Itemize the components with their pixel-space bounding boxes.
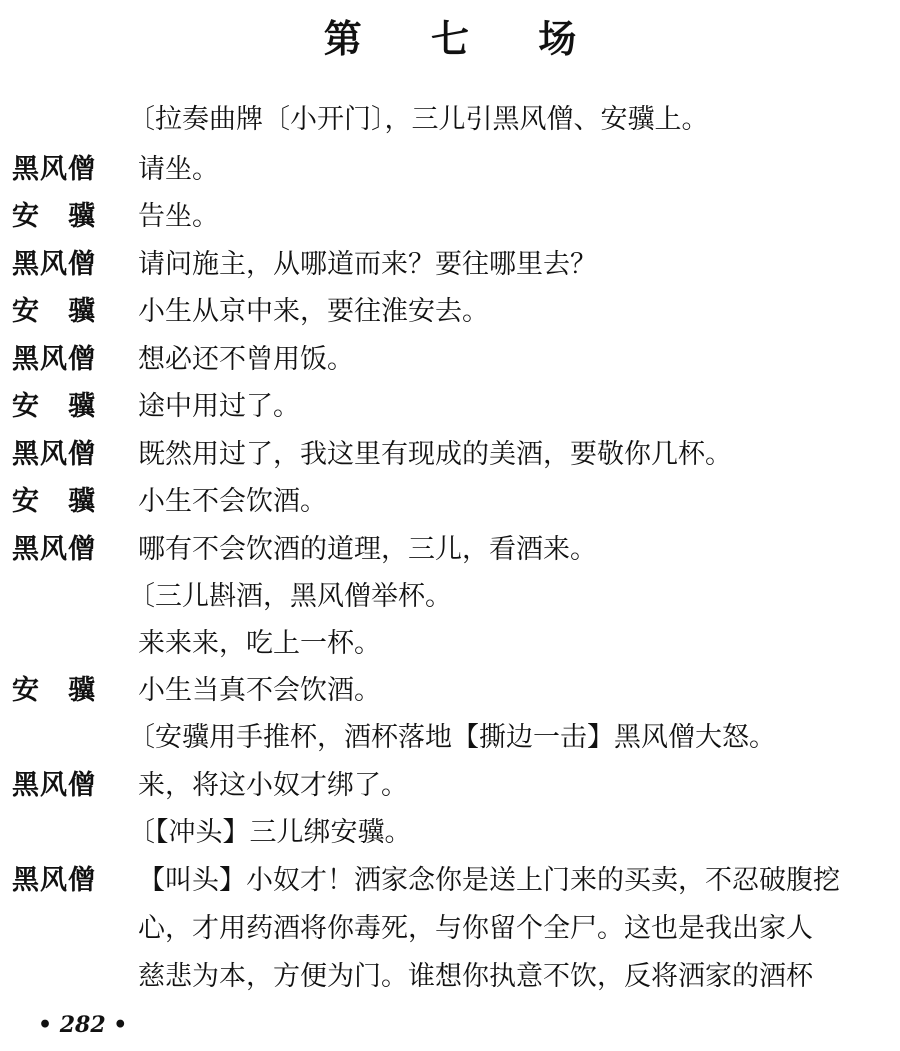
- dialogue-line: [0, 336, 900, 384]
- dialogue-continuation-line: [0, 620, 900, 668]
- speaker-name: 安 骥: [12, 675, 96, 706]
- stage-direction: 〔安骥用手推杯，酒杯落地【撕边一击】黑风僧大怒。: [128, 722, 776, 753]
- dialogue-line: [0, 383, 900, 431]
- dialogue-text: 途中用过了。: [138, 391, 300, 422]
- dialogue-line: [0, 667, 900, 715]
- speaker-name: 黑风僧: [12, 534, 96, 565]
- dialogue-text: 请坐。: [138, 154, 219, 185]
- speaker-name: 安 骥: [12, 391, 96, 422]
- dialogue-line: [0, 478, 900, 526]
- dialogue-line: [0, 526, 900, 574]
- dialogue-line: [0, 241, 900, 289]
- stage-direction-line: [0, 573, 900, 621]
- speaker-name: 黑风僧: [12, 865, 96, 896]
- dialogue-text: 来来来，吃上一杯。: [138, 628, 381, 659]
- dialogue-line: [0, 762, 900, 810]
- speaker-name: 安 骥: [12, 296, 96, 327]
- stage-direction-line: [0, 714, 900, 762]
- speaker-name: 黑风僧: [12, 439, 96, 470]
- stage-direction: 〔三儿斟酒，黑风僧举杯。: [128, 581, 452, 612]
- dialogue-line: [0, 857, 900, 905]
- dialogue-text: 告坐。: [138, 201, 219, 232]
- speaker-name: 安 骥: [12, 486, 96, 517]
- dialogue-text: 哪有不会饮酒的道理，三儿，看酒来。: [138, 534, 597, 565]
- stage-direction-line: [0, 96, 900, 144]
- speaker-name: 黑风僧: [12, 770, 96, 801]
- dialogue-text: 小生不会饮酒。: [138, 486, 327, 517]
- dialogue-text: 小生从京中来，要往淮安去。: [138, 296, 489, 327]
- stage-direction: 〔拉奏曲牌〔小开门〕，三儿引黑风僧、安骥上。: [128, 104, 709, 135]
- dialogue-text: 心，才用药酒将你毒死，与你留个全尸。这也是我出家人: [138, 913, 813, 944]
- speaker-name: 黑风僧: [12, 344, 96, 375]
- stage-direction-line: [0, 809, 900, 857]
- dialogue-text: 请问施主，从哪道而来？要往哪里去？: [138, 249, 597, 280]
- dialogue-line: [0, 193, 900, 241]
- speaker-name: 安 骥: [12, 201, 96, 232]
- dialogue-text: 来，将这小奴才绑了。: [138, 770, 408, 801]
- page-number: • 282 •: [38, 1012, 128, 1038]
- dialogue-text: 【叫头】小奴才！洒家念你是送上门来的买卖，不忍破腹挖: [138, 865, 840, 896]
- dialogue-text: 小生当真不会饮酒。: [138, 675, 381, 706]
- stage-direction: 〔【冲头】三儿绑安骥。: [128, 817, 412, 848]
- scene-title: 第 七 场: [323, 16, 605, 61]
- dialogue-line: [0, 288, 900, 336]
- dialogue-continuation-line: [0, 953, 900, 1001]
- dialogue-text: 想必还不曾用饭。: [138, 344, 354, 375]
- dialogue-continuation-line: [0, 905, 900, 953]
- dialogue-text: 既然用过了，我这里有现成的美酒，要敬你几杯。: [138, 439, 732, 470]
- speaker-name: 黑风僧: [12, 154, 96, 185]
- dialogue-text: 慈悲为本，方便为门。谁想你执意不饮，反将洒家的酒杯: [138, 961, 813, 992]
- speaker-name: 黑风僧: [12, 249, 96, 280]
- dialogue-line: [0, 431, 900, 479]
- dialogue-line: [0, 146, 900, 194]
